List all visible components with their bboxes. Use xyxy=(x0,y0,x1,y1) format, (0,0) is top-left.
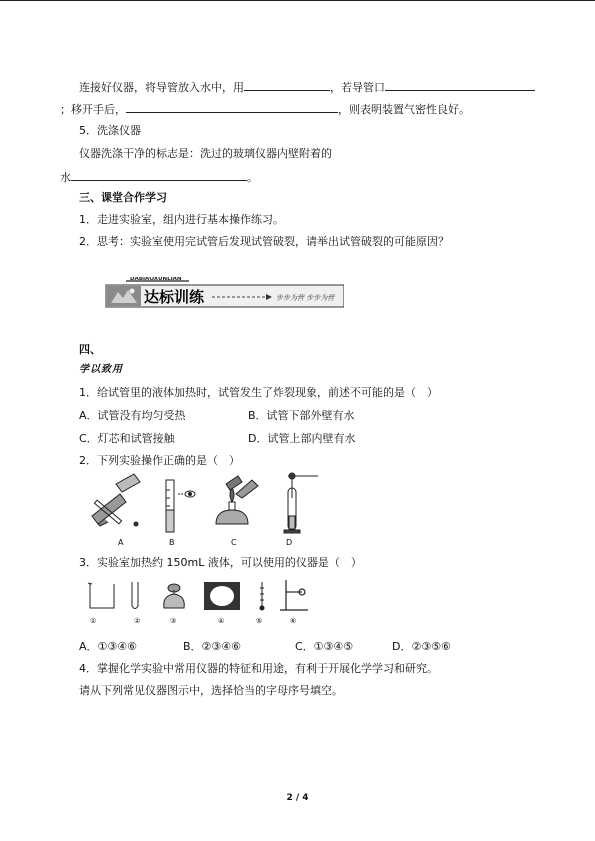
section-3-heading: 三、课堂合作学习 xyxy=(79,191,167,204)
question-1-option-d[interactable]: D．试管上部内壁有水 xyxy=(248,432,356,445)
section-3-q2: 2．思考：实验室使用完试管后发现试管破裂，请举出试管破裂的可能原因？ xyxy=(79,235,449,248)
question-4-stem: 4．掌握化学实验中常用仪器的特征和用途，有利于开展化学学习和研究。 xyxy=(79,662,438,675)
practice-banner xyxy=(104,277,344,311)
instrument-drawings xyxy=(84,578,312,618)
question-3-option-d[interactable]: D．②③⑤⑥ xyxy=(392,640,451,653)
question-3-option-c[interactable]: C．①③④⑤ xyxy=(295,640,354,653)
instrument-label-6: ⑥ xyxy=(290,617,297,625)
instrument-label-2: ② xyxy=(134,617,141,625)
text: ，则表明装置气密性良好。 xyxy=(338,103,470,116)
fill-blank[interactable] xyxy=(244,79,330,91)
text: 。 xyxy=(247,171,258,184)
question-2-stem: 2．下列实验操作正确的是（ ） xyxy=(79,454,240,467)
instrument-iron-stand-drawing xyxy=(280,580,308,610)
question-3-option-a[interactable]: A．①③④⑥ xyxy=(79,640,137,653)
banner-title: 达标训练 xyxy=(144,288,205,306)
section-3-q1: 1．走进实验室，组内进行基本操作练习。 xyxy=(79,213,284,226)
clean-criteria-line-2 xyxy=(60,169,258,185)
figure-d xyxy=(284,473,318,533)
figure-b xyxy=(166,480,195,532)
instrument-thermometer-drawing xyxy=(260,582,264,610)
airtight-line-1 xyxy=(79,79,535,95)
question-4-instruction: 请从下列常见仪器图示中，选择恰当的字母序号填空。 xyxy=(79,684,343,697)
section-4-heading: 四、 xyxy=(79,343,101,356)
section-4-subheading: 学以致用 xyxy=(79,364,123,375)
airtight-line-2 xyxy=(60,101,470,117)
instrument-label-5: ⑤ xyxy=(256,617,263,625)
figure-c xyxy=(216,476,258,524)
text: 连接好仪器，将导管放入水中，用 xyxy=(79,81,244,94)
instrument-alcohol-lamp-drawing xyxy=(164,584,185,608)
instrument-wire-gauze-drawing xyxy=(204,582,240,610)
question-3-option-b[interactable]: B．②③④⑥ xyxy=(183,640,241,653)
figure-label-b: B xyxy=(169,538,175,547)
question-1-option-b[interactable]: B．试管下部外壁有水 xyxy=(248,409,355,422)
fill-blank[interactable] xyxy=(71,169,247,181)
figure-label-c: C xyxy=(231,538,237,547)
fill-blank[interactable] xyxy=(126,101,338,113)
text: 水 xyxy=(60,171,71,184)
figure-label-d: D xyxy=(286,538,293,547)
page-top-rule xyxy=(0,0,595,1)
clean-criteria-line-1: 仪器洗涤干净的标志是：洗过的玻璃仪器内壁附着的 xyxy=(79,147,332,160)
banner-graphic xyxy=(104,277,344,311)
text: ；移开手后， xyxy=(60,103,126,116)
instrument-label-1: ① xyxy=(90,617,97,625)
instrument-label-4: ④ xyxy=(218,617,225,625)
text: ，若导管口 xyxy=(330,81,385,94)
figure-label-a: A xyxy=(118,538,124,547)
instrument-label-3: ③ xyxy=(170,617,177,625)
instrument-test-tube-drawing xyxy=(132,582,138,609)
page-number: 2 / 4 xyxy=(286,793,309,803)
banner-slogan: 步步为营 步步为营 xyxy=(276,294,335,302)
banner-pinyin: DABIAOXUNLIAN xyxy=(130,277,182,282)
question-1-stem: 1．给试管里的液体加热时，试管发生了炸裂现象，前述不可能的是（ ） xyxy=(79,386,438,399)
question-3-stem: 3．实验室加热约 150mL 液体，可以使用的仪器是（ ） xyxy=(79,556,362,569)
item-5-heading: 5．洗涤仪器 xyxy=(79,124,141,137)
question-1-option-c[interactable]: C．灯芯和试管接触 xyxy=(79,432,175,445)
question-1-option-a[interactable]: A．试管没有均匀受热 xyxy=(79,409,186,422)
instrument-beaker-drawing xyxy=(88,583,114,608)
fill-blank[interactable] xyxy=(385,79,535,91)
question-3-figures xyxy=(84,578,312,621)
figure-a xyxy=(92,474,140,526)
